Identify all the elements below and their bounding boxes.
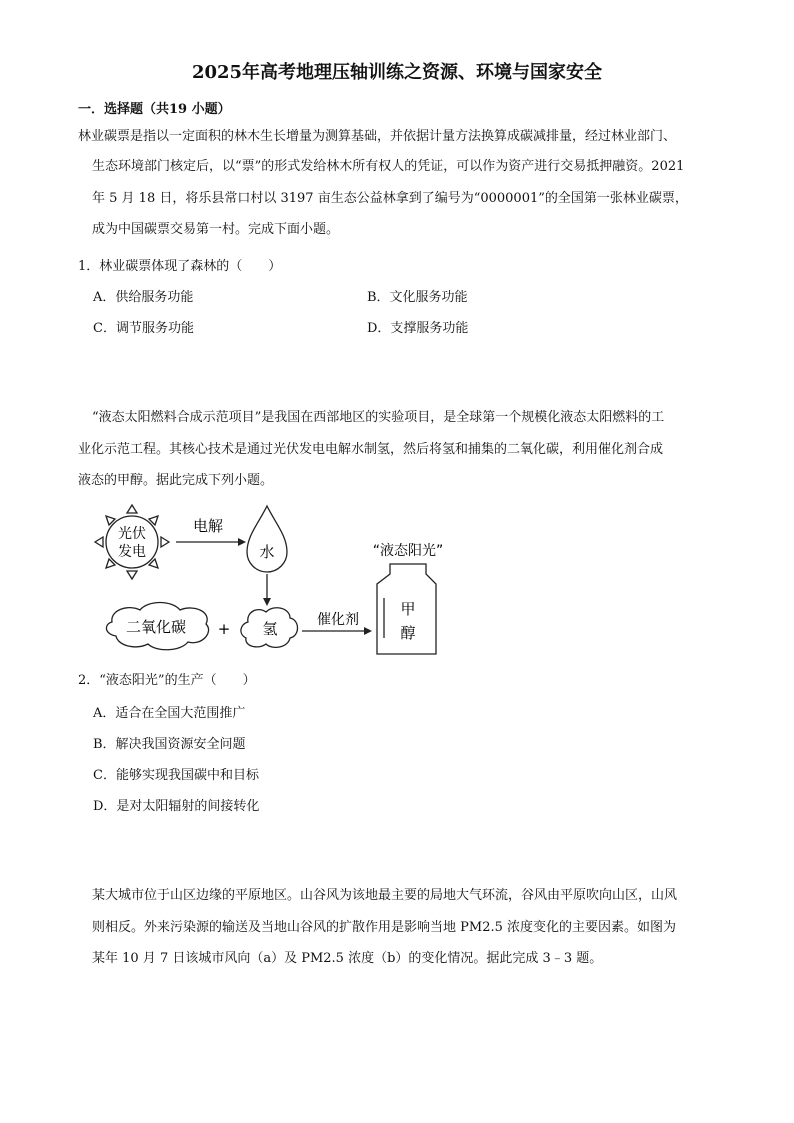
sun-label-pv: 光伏 <box>118 526 146 542</box>
question-2-option-c[interactable]: C．能够实现我国碳中和目标 <box>93 768 259 783</box>
arrow-catalyst-head <box>364 627 372 635</box>
passage-3-line-1: 某大城市位于山区边缘的平原地区。山谷风为该地最主要的局地大气环流，谷风由平原吹向山区，山风 <box>92 888 678 903</box>
water-label: 水 <box>259 543 275 561</box>
question-1-option-b[interactable]: B．文化服务功能 <box>367 290 468 305</box>
question-2-option-b[interactable]: B．解决我国资源安全问题 <box>93 737 246 752</box>
question-2-option-d[interactable]: D．是对太阳辐射的间接转化 <box>93 799 260 814</box>
question-1-option-a[interactable]: A．供给服务功能 <box>93 290 194 305</box>
arrow-down-head <box>263 598 271 606</box>
methanol-label-2: 醇 <box>400 624 416 642</box>
passage-1-line-3: 年 5 月 18 日，将乐县常口村以 3197 亩生态公益林拿到了编号为“0000001”的全国第一张林业碳票， <box>92 191 688 206</box>
catalyst-label: 催化剂 <box>317 612 359 628</box>
question-1-option-c[interactable]: C．调节服务功能 <box>93 321 194 336</box>
page-title: 2025年高考地理压轴训练之资源、环境与国家安全 <box>191 62 603 83</box>
hydrogen-label: 氢 <box>262 620 278 638</box>
passage-3-line-2: 则相反。外来污染源的输送及当地山谷风的扩散作用是影响当地 PM2.5 浓度变化的主要因素。如图为 <box>92 920 676 935</box>
section-heading: 一．选择题（共19 小题） <box>78 102 231 117</box>
co2-label: 二氧化碳 <box>125 618 187 636</box>
question-2-option-a[interactable]: A．适合在全国大范围推广 <box>93 706 246 721</box>
question-1-stem: 1．林业碳票体现了森林的（ ） <box>78 259 282 274</box>
question-1-option-d[interactable]: D．支撑服务功能 <box>367 321 469 336</box>
methanol-label-1: 甲 <box>400 600 416 618</box>
arrow-head <box>238 538 246 546</box>
passage-1-line-2: 生态环境部门核定后，以“票”的形式发给林木所有权人的凭证，可以作为资产进行交易抵押融资。2021 <box>92 159 685 174</box>
water-drop-icon <box>247 506 287 572</box>
passage-2-line-2: 业化示范工程。其核心技术是通过光伏发电电解水制氢，然后将氢和捕集的二氧化碳，利用催化剂合成 <box>78 442 664 457</box>
passage-1-line-4: 成为中国碳票交易第一村。完成下面小题。 <box>92 222 340 237</box>
liquid-sunshine-diagram <box>90 500 470 665</box>
sun-label-power: 发电 <box>118 544 146 560</box>
electrolysis-label: 电解 <box>192 517 224 535</box>
passage-2-line-3: 液态的甲醇。据此完成下列小题。 <box>78 473 274 488</box>
plus-sign: + <box>217 620 231 638</box>
question-2-stem: 2．“液态阳光”的生产（ ） <box>78 673 256 688</box>
passage-3-line-3: 某年 10 月 7 日该城市风向（a）及 PM2.5 浓度（b）的变化情况。据此完成 3﹣3 题。 <box>92 951 603 966</box>
bottle-title: “液态阳光” <box>372 543 444 559</box>
passage-2-line-1: “液态太阳燃料合成示范项目”是我国在西部地区的实验项目，是全球第一个规模化液态太阳燃料的工 <box>92 410 665 425</box>
sun-icon <box>95 505 169 579</box>
passage-1-line-1: 林业碳票是指以一定面积的林木生长增量为测算基础，并依据计量方法换算成碳减排量，经过林业部门、 <box>78 129 677 144</box>
